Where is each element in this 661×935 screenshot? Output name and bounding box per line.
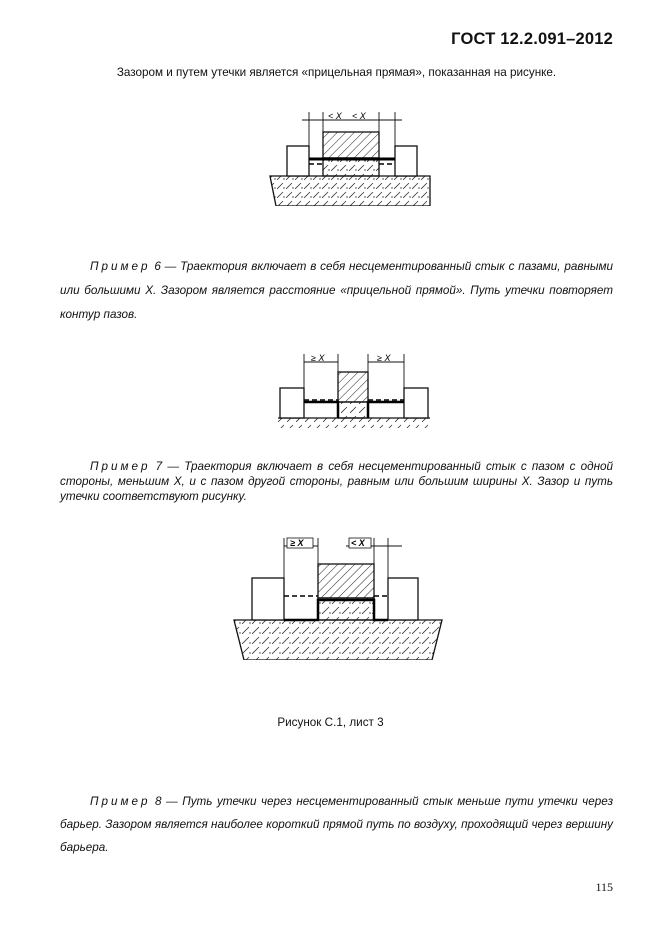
example-7: Пример 7 — Траектория включает в себя несцементированный стык с пазом с одной стороны, меньшим X, и с пазом другой стороны, равным или большим ширины X. Зазор и путь утечки соответствуют рисунку. xyxy=(60,460,613,503)
standard-header: ГОСТ 12.2.091–2012 xyxy=(451,30,613,48)
dim-label: < X xyxy=(351,538,365,548)
dim-label: ≥ X xyxy=(290,538,304,548)
example-6: Пример 6 — Траектория включает в себя несцементированный стык с пазами, равными или большими X. Зазором является расстояние «прицельной прямой». Путь утечки повторяет контур пазов. xyxy=(60,260,613,321)
figure-caption: Рисунок С.1, лист 3 xyxy=(277,716,384,729)
figure-2 xyxy=(278,350,430,428)
page-number: 115 xyxy=(595,880,613,894)
example-8: Пример 8 — Путь утечки через несцементированный стык меньше пути утечки через барьер. Зазором является наиболее короткий прямой путь по воздуху, проходящий через вершину барьера. xyxy=(60,795,613,854)
dim-label: ≥ X xyxy=(311,353,325,363)
dim-label: < X xyxy=(328,111,342,121)
intro-text: Зазором и путем утечки является «прицельная прямая», показанная на рисунке. xyxy=(116,66,557,79)
figure-3 xyxy=(232,534,444,660)
figure-1 xyxy=(268,108,434,206)
dim-label: < X xyxy=(352,111,366,121)
dim-label: ≥ X xyxy=(377,353,391,363)
